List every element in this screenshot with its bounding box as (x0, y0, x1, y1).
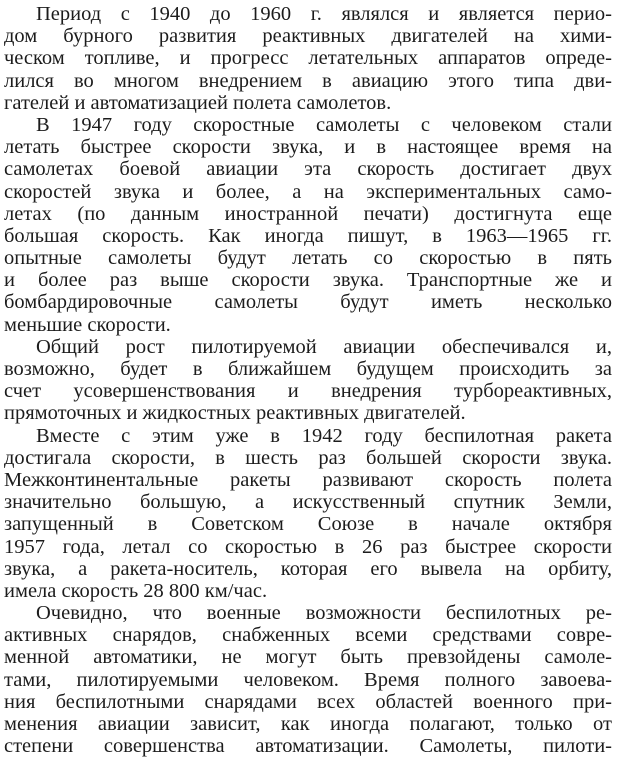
text-line: степени совершенства автоматизации. Самолеты, пилоти- (4, 735, 612, 758)
paragraph-3 (4, 336, 612, 425)
text-line: В 1947 году скоростные самолеты с человеком стали (36, 113, 612, 136)
text-line: звука, а ракета-носитель, которая его вывела на орбиту, (4, 557, 612, 580)
text-line: менной автоматики, не могут быть превзойдены самоле- (4, 646, 612, 669)
text-line: 1957 года, летал со скоростью в 26 раз быстрее скорости (4, 535, 612, 558)
text-line: скоростей звука и более, а на экспериментальных само- (4, 180, 612, 203)
text-line: счет усовершенствования и внедрения турбореактивных, (4, 380, 612, 403)
paragraph-5 (4, 602, 612, 757)
text-line: значительно большую, а искусственный спутник Земли, (4, 491, 612, 514)
text-line: опытные самолеты будут летать со скоростью в пять (4, 247, 612, 270)
text-line: имела скорость 28 800 км/час. (4, 579, 268, 602)
text-line: большая скорость. Как иногда пишут, в 1963—1965 гг. (4, 224, 612, 247)
paragraph-2 (4, 114, 612, 336)
text-line: Межконтинентальные ракеты развивают скорость полета (4, 468, 612, 491)
text-line: Общий рост пилотируемой авиации обеспечивался и, (36, 335, 612, 358)
text-line: Вместе с этим уже в 1942 году беспилотная ракета (36, 424, 612, 447)
text-line: самолетах боевой авиации эта скорость достигает двух (4, 158, 612, 181)
text-line: возможно, будет в ближайшем будущем происходить за (4, 358, 612, 380)
text-line: активных снарядов, снабженных всеми средствами совре- (4, 624, 612, 647)
text-line: ния беспилотными снарядами всех областей военного при- (4, 690, 612, 713)
body-text (4, 3, 612, 757)
paragraph-4 (4, 425, 612, 603)
text-line: Период с 1940 до 1960 г. являлся и является перио- (36, 3, 612, 25)
text-line: бомбардировочные самолеты будут иметь несколько (4, 291, 612, 314)
text-line: лился во многом внедрением в авиацию этого типа дви- (4, 69, 612, 92)
text-line: ческом топливе, и прогресс летательных аппаратов опреде- (4, 47, 612, 70)
text-line: гателей и автоматизацией полета самолетов. (4, 91, 392, 114)
text-line: тами, пилотируемыми человеком. Время полного завоева- (4, 668, 612, 691)
text-line: летать быстрее скорости звука, и в настоящее время на (4, 136, 612, 159)
text-line: Очевидно, что военные возможности беспилотных ре- (36, 602, 612, 625)
paragraph-1 (4, 3, 612, 114)
text-line: и более раз выше скорости звука. Транспортные же и (4, 269, 612, 292)
text-line: запущенный в Советском Союзе в начале октября (4, 513, 612, 536)
text-line: меньшие скорости. (4, 313, 171, 336)
text-line: прямоточных и жидкостных реактивных двигателей. (4, 402, 466, 425)
text-line: менения авиации зависит, как иногда полагают, только от (4, 713, 612, 735)
text-line: дом бурного развития реактивных двигателей на хими- (4, 25, 612, 48)
text-line: достигала скорости, в шесть раз большей скорости звука. (4, 446, 612, 469)
text-line: летах (по данным иностранной печати) достигнута еще (4, 202, 612, 225)
